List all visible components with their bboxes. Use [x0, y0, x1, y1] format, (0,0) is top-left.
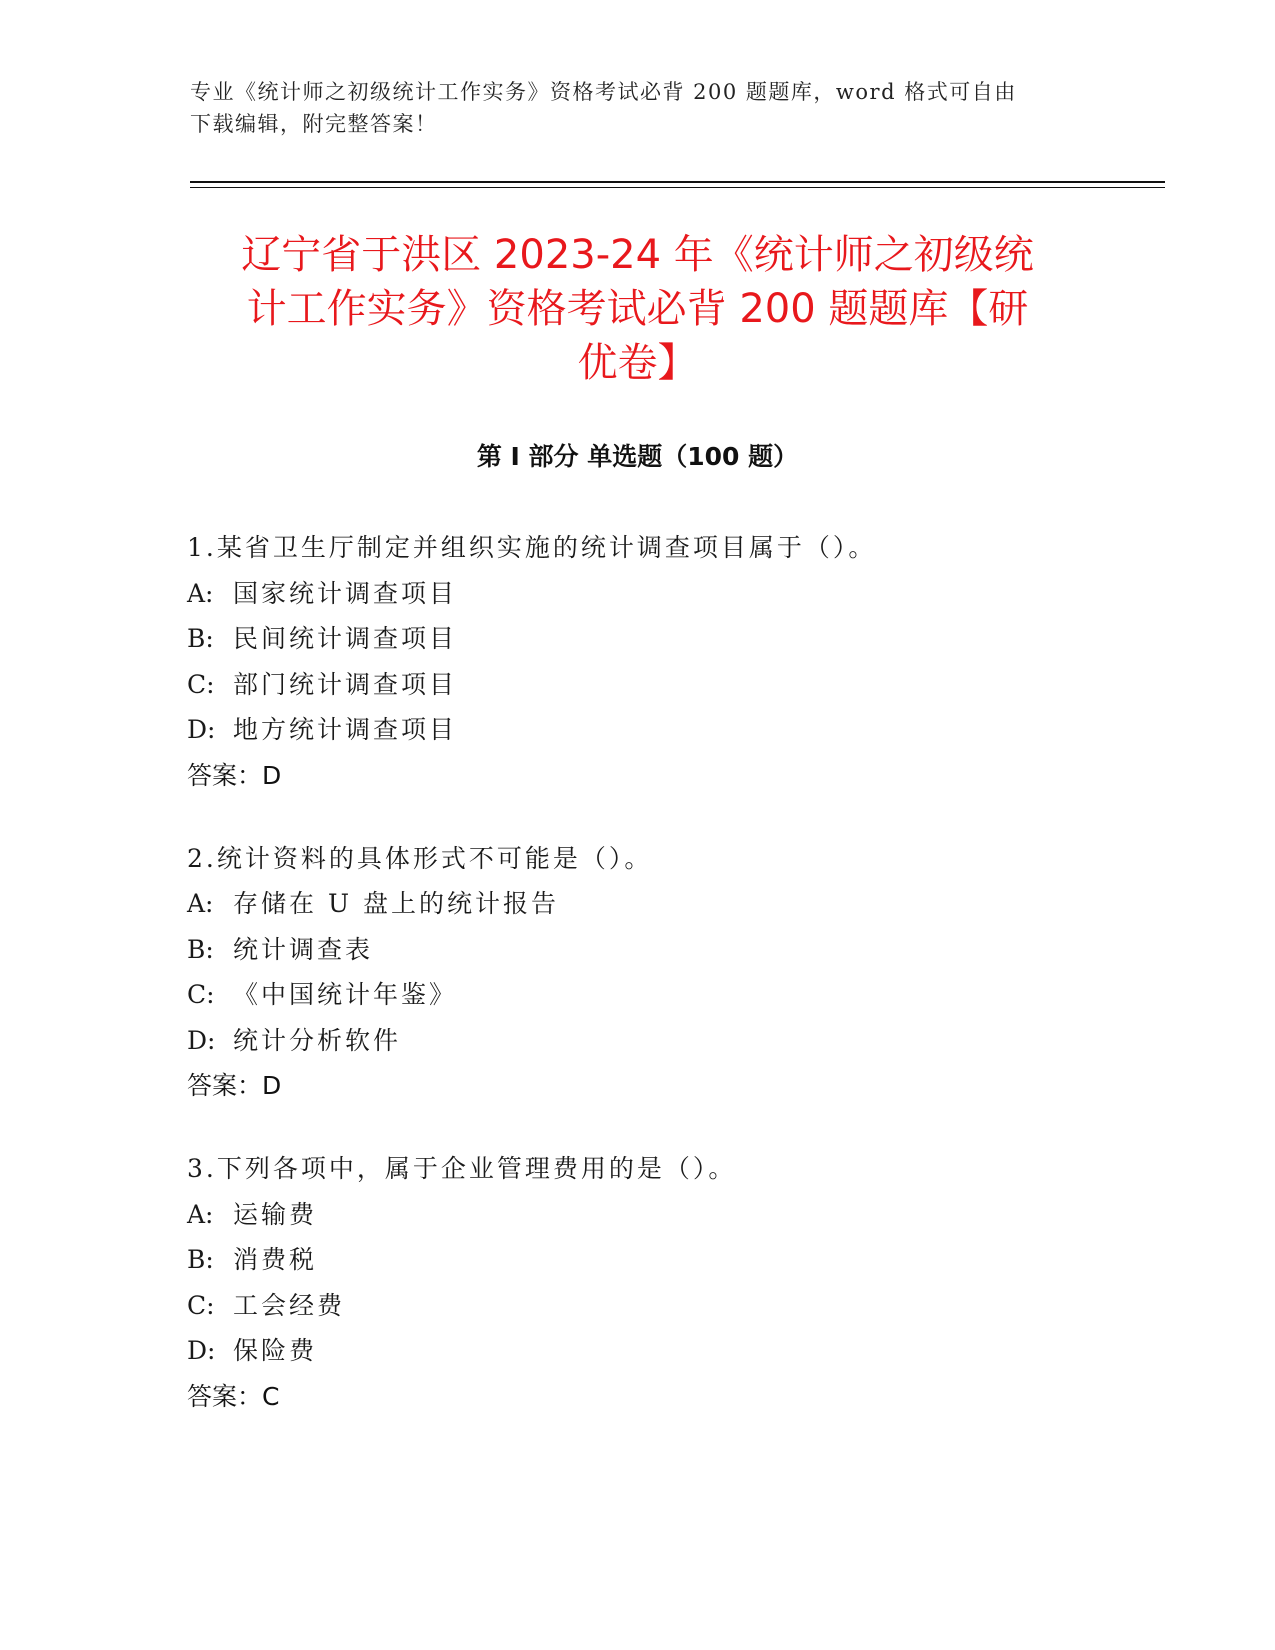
header-rule-thick	[190, 181, 1165, 183]
option-key: C:	[187, 980, 215, 1009]
answer-line: 答案：C	[187, 1381, 280, 1411]
question-stem: 1.某省卫生厅制定并组织实施的统计调查项目属于（）。	[187, 533, 877, 562]
question-item	[187, 843, 1147, 1103]
option-text: 保险费	[233, 1336, 318, 1365]
header-rule-thin	[190, 187, 1165, 188]
option-text: 民间统计调查项目	[233, 624, 458, 653]
option-b	[187, 934, 1147, 966]
option-d	[187, 714, 1147, 746]
option-text: 存储在 U 盘上的统计报告	[233, 889, 559, 918]
option-a	[187, 1199, 1147, 1231]
option-a	[187, 578, 1147, 610]
option-text: 部门统计调查项目	[233, 669, 458, 699]
option-key: A:	[187, 578, 214, 608]
document-title-line-2: 计工作实务》资格考试必背 200 题题库【研	[246, 286, 1029, 332]
option-key: C:	[187, 1290, 215, 1320]
option-key: A:	[187, 1199, 214, 1229]
question-list	[187, 532, 1147, 1464]
header-note-line-2: 下载编辑，附完整答案！	[190, 112, 438, 136]
document-title	[190, 228, 1085, 390]
option-text: 统计分析软件	[233, 1025, 402, 1055]
option-key: D:	[187, 715, 216, 744]
option-c	[187, 979, 1147, 1011]
document-title-line-1: 辽宁省于洪区 2023-24 年《统计师之初级统	[241, 232, 1034, 278]
option-key: C:	[187, 669, 215, 699]
option-b	[187, 1244, 1147, 1276]
question-stem: 3.下列各项中，属于企业管理费用的是（）。	[187, 1154, 737, 1183]
option-text: 国家统计调查项目	[233, 578, 458, 608]
option-c	[187, 669, 1147, 701]
document-title-line-3: 优卷】	[577, 340, 698, 386]
option-text: 统计调查表	[233, 934, 374, 964]
option-b	[187, 623, 1147, 655]
answer-line: 答案：D	[187, 760, 282, 790]
header-note-line-1: 专业《统计师之初级统计工作实务》资格考试必背 200 题题库，word 格式可自由	[190, 80, 1017, 104]
option-d	[187, 1335, 1147, 1367]
option-key: D:	[187, 1025, 216, 1055]
question-item	[187, 1153, 1147, 1413]
option-text: 消费税	[233, 1245, 318, 1274]
option-text: 地方统计调查项目	[233, 715, 458, 744]
option-a	[187, 888, 1147, 920]
option-key: A:	[187, 889, 214, 918]
option-key: D:	[187, 1336, 216, 1365]
option-text: 《中国统计年鉴》	[233, 980, 458, 1009]
option-text: 工会经费	[233, 1290, 346, 1320]
option-key: B:	[187, 1245, 214, 1274]
section-heading: 第 I 部分 单选题（100 题）	[476, 442, 799, 471]
answer-line: 答案：D	[187, 1071, 282, 1100]
option-key: B:	[187, 624, 214, 653]
option-text: 运输费	[233, 1199, 318, 1229]
option-key: B:	[187, 934, 214, 964]
option-d	[187, 1025, 1147, 1057]
question-item	[187, 532, 1147, 792]
header-note	[190, 76, 1090, 140]
option-c	[187, 1290, 1147, 1322]
question-stem: 2.统计资料的具体形式不可能是（）。	[187, 843, 653, 873]
